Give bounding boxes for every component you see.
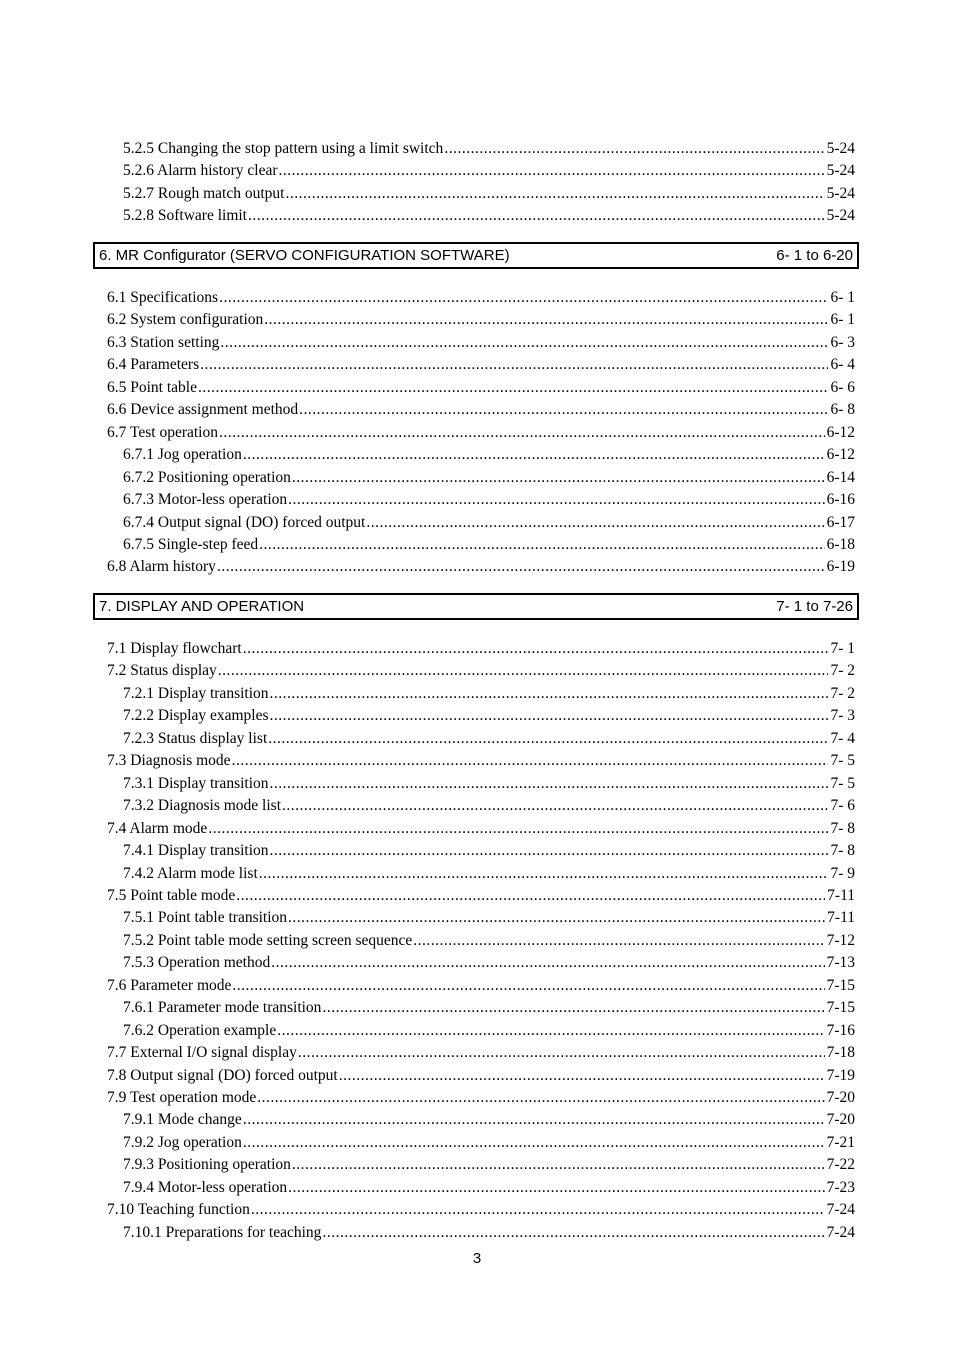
toc-entry-title: 5.2.5 Changing the stop pattern using a limit switch [123,140,444,157]
toc-leader-dots [264,311,828,329]
toc-entry[interactable] [123,140,855,160]
toc-entry-title: 6.7 Test operation [107,423,218,441]
toc-entry-title: 7.9 Test operation mode [107,1089,257,1106]
toc-entry[interactable] [123,162,855,182]
chapter-7-heading-box [93,593,859,620]
toc-entry-title: 7.6 Parameter mode [107,976,232,994]
toc-entry[interactable] [123,685,855,705]
toc-leader-dots [220,334,828,352]
toc-leader-dots [279,162,825,180]
toc-entry[interactable] [123,932,855,952]
toc-entry-page: 7- 5 [830,752,855,770]
toc-leader-dots [243,1134,825,1152]
toc-entry-title: 7.9.4 Motor-less operation [123,1178,288,1196]
toc-entry-title: 6.4 Parameters [107,356,200,374]
toc-leader-dots [218,662,829,680]
toc-leader-dots [292,1156,825,1174]
toc-entry-page: 5-24 [826,140,855,157]
toc-entry[interactable] [123,446,855,466]
toc-entry[interactable] [123,1134,855,1154]
chapter-6-heading-box [93,242,859,269]
toc-leader-dots [232,752,829,770]
toc-entry[interactable] [107,558,855,578]
toc-entry[interactable] [123,514,855,534]
toc-entry-title: 6.6 Device assignment method [107,401,299,419]
toc-entry-title: 7.9.3 Positioning operation [123,1156,291,1174]
toc-leader-dots [198,379,828,397]
toc-entry-page: 7- 2 [830,684,855,702]
toc-entry-page: 7- 4 [830,729,855,747]
toc-entry-page: 7-15 [826,999,855,1017]
toc-entry-page: 6-12 [826,446,855,464]
toc-entry-page: 7- 3 [830,707,855,725]
toc-entry-page: 7-24 [826,1201,855,1219]
toc-leader-dots [217,558,825,576]
toc-entry-title: 7.3.2 Diagnosis mode list [123,797,282,815]
toc-entry[interactable] [123,1156,855,1176]
chapter-page-range: 7- 1 to 7-26 [776,598,853,615]
toc-entry-title: 7.10 Teaching function [107,1201,250,1219]
toc-entry-title: 7.3 Diagnosis mode [107,752,231,770]
toc-entry[interactable] [123,1179,855,1199]
toc-entry[interactable] [107,887,855,907]
toc-entry-page: 7-22 [826,1156,855,1174]
toc-leader-dots [257,1089,824,1107]
toc-entry[interactable] [123,865,855,885]
toc-entry-page: 7-16 [826,1021,855,1039]
toc-entry[interactable] [123,707,855,727]
toc-entry-page: 6-17 [826,513,855,531]
toc-entry[interactable] [107,401,855,421]
toc-entry-title: 5.2.6 Alarm history clear [123,162,278,180]
toc-entry[interactable] [107,1067,855,1087]
toc-entry[interactable] [107,424,855,444]
toc-entry[interactable] [107,311,855,331]
toc-leader-dots [288,909,825,927]
toc-entry-page: 7- 1 [830,640,855,657]
toc-entry[interactable] [123,842,855,862]
toc-entry[interactable] [123,185,855,205]
toc-entry-page: 7-20 [826,1089,855,1106]
toc-entry[interactable] [123,207,855,227]
toc-entry-title: 7.2.2 Display examples [123,707,269,725]
toc-leader-dots [292,469,825,487]
toc-entry-title: 6.3 Station setting [107,333,220,351]
toc-entry-page: 6- 1 [830,311,855,329]
toc-entry-title: 7.5.3 Operation method [123,954,271,972]
toc-leader-dots [299,401,828,419]
toc-entry-title: 7.9.1 Mode change [123,1111,242,1129]
toc-entry-title: 7.9.2 Jog operation [123,1133,242,1151]
toc-entry[interactable] [123,1224,855,1244]
toc-entry[interactable] [107,356,855,376]
toc-leader-dots [288,1179,824,1197]
chapter-heading: 7. DISPLAY AND OPERATION [99,598,305,615]
toc-entry-title: 6.7.5 Single-step feed [123,535,259,553]
toc-entry-title: 7.8 Output signal (DO) forced output [107,1066,338,1084]
toc-entry[interactable] [123,954,855,974]
chapter-page-range: 6- 1 to 6-20 [776,247,853,264]
page-number: 3 [472,1250,482,1267]
toc-entry-page: 7- 2 [830,662,855,680]
toc-entry-title: 6.7.3 Motor-less operation [123,491,288,509]
toc-entry-title: 5.2.8 Software limit [123,207,247,225]
toc-entry-title: 7.3.1 Display transition [123,774,269,792]
toc-leader-dots [322,999,824,1017]
toc-entry-title: 7.4.2 Alarm mode list [123,864,258,882]
toc-leader-dots [288,491,824,509]
toc-leader-dots [322,1224,824,1242]
toc-entry-page: 5-24 [826,184,855,202]
toc-entry-page: 5-24 [826,162,855,180]
toc-entry-title: 7.1 Display flowchart [107,640,242,657]
toc-leader-dots [277,1022,824,1040]
toc-leader-dots [298,1044,825,1062]
toc-entry-page: 7-19 [826,1066,855,1084]
toc-leader-dots [219,424,825,442]
toc-leader-dots [243,1111,825,1129]
toc-entry-title: 6.7.2 Positioning operation [123,468,291,486]
toc-entry[interactable] [123,775,855,795]
toc-entry-title: 7.7 External I/O signal display [107,1044,297,1062]
toc-entry-page: 6- 1 [830,289,855,306]
toc-entry-title: 6.7.1 Jog operation [123,446,242,464]
toc-entry-page: 6-14 [826,468,855,486]
toc-entry-title: 6.1 Specifications [107,289,219,306]
toc-entry-page: 7-11 [827,886,855,904]
toc-entry-title: 7.5.1 Point table transition [123,909,288,927]
toc-entry-page: 6-18 [826,535,855,553]
toc-entry-page: 7- 5 [830,774,855,792]
toc-leader-dots [248,207,825,225]
toc-entry-page: 7-21 [826,1133,855,1151]
toc-leader-dots [259,865,829,883]
toc-leader-dots [268,730,828,748]
toc-entry-title: 7.6.2 Operation example [123,1021,277,1039]
toc-entry-page: 7-18 [826,1044,855,1062]
toc-entry-title: 6.5 Point table [107,378,197,396]
toc-entry[interactable] [107,334,855,354]
toc-leader-dots [219,289,828,307]
toc-entry-page: 6-16 [826,491,855,509]
toc-entry-page: 5-24 [826,207,855,225]
toc-leader-dots [200,356,828,374]
toc-leader-dots [282,797,828,815]
toc-entry-page: 6- 8 [830,401,855,419]
toc-entry[interactable] [123,1111,855,1131]
toc-entry[interactable] [123,909,855,929]
toc-entry-page: 7- 6 [830,797,855,815]
toc-entry[interactable] [107,1044,855,1064]
toc-entry[interactable] [107,752,855,772]
toc-entry[interactable] [107,640,855,660]
toc-entry[interactable] [107,289,855,309]
toc-entry-page: 7-13 [826,954,855,972]
toc-leader-dots [259,536,824,554]
toc-entry-title: 6.8 Alarm history [107,558,216,576]
toc-leader-dots [243,446,825,464]
toc-entry-title: 7.6.1 Parameter mode transition [123,999,322,1017]
toc-entry[interactable] [123,1022,855,1042]
toc-entry-page: 6- 6 [830,378,855,396]
toc-entry[interactable] [107,820,855,840]
toc-leader-dots [285,185,824,203]
toc-entry[interactable] [123,999,855,1019]
toc-entry[interactable] [123,797,855,817]
toc-entry-title: 6.7.4 Output signal (DO) forced output [123,513,366,531]
toc-entry-page: 7-12 [826,931,855,949]
toc-leader-dots [236,887,825,905]
toc-entry-page: 6-19 [826,558,855,576]
toc-entry[interactable] [123,469,855,489]
toc-entry-title: 7.5.2 Point table mode setting screen sequence [123,931,413,949]
toc-entry-title: 7.5 Point table mode [107,886,236,904]
toc-entry-title: 6.2 System configuration [107,311,264,329]
toc-entry-page: 7-20 [826,1111,855,1129]
toc-leader-dots [243,640,829,658]
toc-leader-dots [271,954,824,972]
toc-entry-page: 7- 9 [830,864,855,882]
toc-entry[interactable] [107,1201,855,1221]
toc-entry-page: 6-12 [826,423,855,441]
toc-leader-dots [270,842,829,860]
toc-entry[interactable] [107,1089,855,1109]
toc-entry-title: 7.4.1 Display transition [123,842,269,860]
chapter-heading: 6. MR Configurator (SERVO CONFIGURATION SOFTWARE) [99,247,510,264]
toc-entry-title: 7.4 Alarm mode [107,819,208,837]
toc-entry[interactable] [123,730,855,750]
toc-entry-title: 5.2.7 Rough match output [123,184,285,202]
toc-entry-title: 7.2.1 Display transition [123,684,269,702]
toc-leader-dots [232,977,824,995]
toc-leader-dots [339,1067,825,1085]
toc-entry-page: 7-15 [826,976,855,994]
toc-leader-dots [413,932,824,950]
toc-leader-dots [208,820,828,838]
toc-entry[interactable] [123,491,855,511]
toc-entry-page: 6- 3 [830,333,855,351]
toc-leader-dots [366,514,824,532]
toc-leader-dots [270,685,829,703]
toc-entry[interactable] [123,536,855,556]
toc-entry-page: 7-11 [827,909,855,927]
toc-leader-dots [270,707,829,725]
toc-leader-dots [251,1201,825,1219]
toc-entry[interactable] [107,379,855,399]
toc-entry-title: 7.10.1 Preparations for teaching [123,1223,322,1241]
toc-entry-title: 7.2.3 Status display list [123,729,268,747]
toc-leader-dots [270,775,829,793]
toc-entry-page: 6- 4 [830,356,855,374]
toc-entry[interactable] [107,977,855,997]
toc-entry-title: 7.2 Status display [107,662,217,680]
toc-entry-page: 7-24 [826,1223,855,1241]
toc-entry-page: 7- 8 [830,842,855,860]
toc-entry-page: 7- 8 [830,819,855,837]
toc-entry[interactable] [107,662,855,682]
toc-entry-page: 7-23 [826,1178,855,1196]
toc-leader-dots [444,140,824,158]
